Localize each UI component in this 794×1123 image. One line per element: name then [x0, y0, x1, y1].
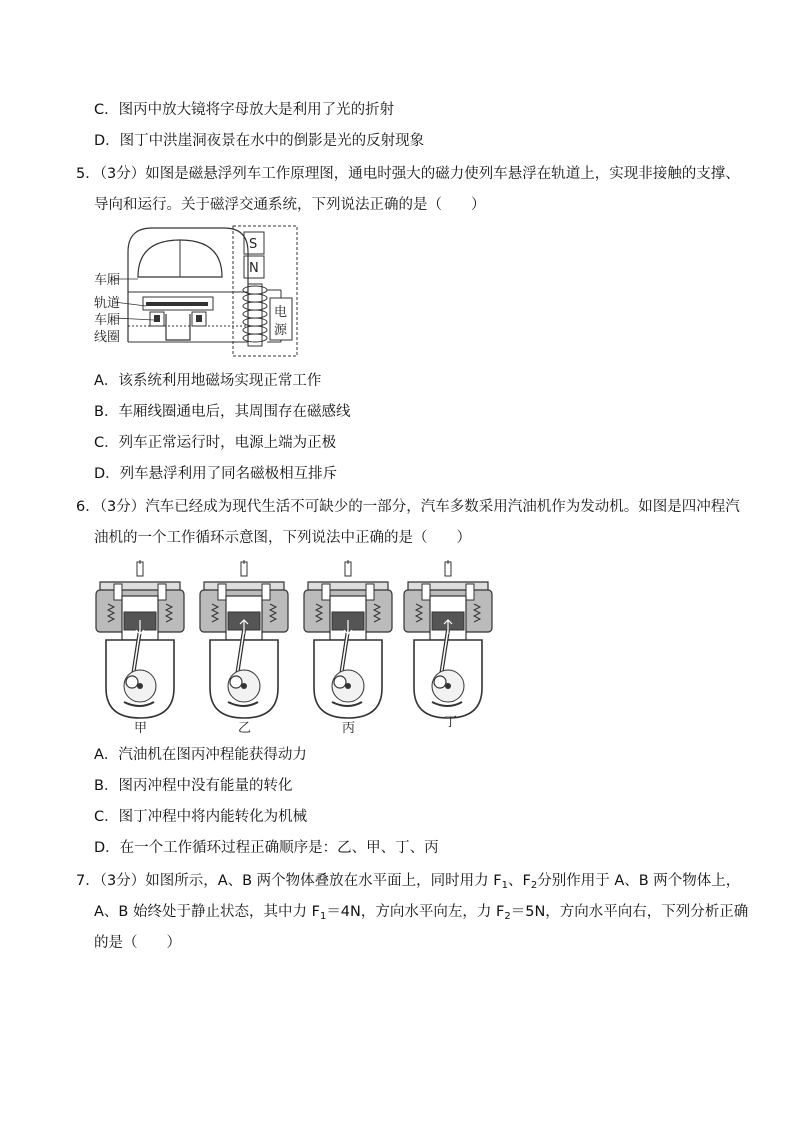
- option-c-prev: C．图丙中放大镜将字母放大是利用了光的折射: [94, 102, 395, 118]
- label-track: 轨道: [94, 296, 121, 311]
- q6-option-b: B．图丙冲程中没有能量的转化: [94, 778, 293, 794]
- q5-option-b: B．车厢线圈通电后，其周围存在磁感线: [94, 404, 351, 420]
- label-coil-2: 线圈: [94, 330, 121, 345]
- q5-stem-line2: 导向和运行。关于磁浮交通系统，下列说法正确的是（ ）: [94, 197, 486, 213]
- q7-stem-line2: A、B 始终处于静止状态，其中力 $F_1=4N$，方向水平向左，力 $F_2=5N$，方向水平向右，下列分析正确: [94, 904, 749, 922]
- q6-stem-line2: 油机的一个工作循环示意图，下列说法中正确的是（ ）: [94, 530, 471, 546]
- engine-strokes-diagram: [88, 560, 508, 735]
- q6-option-a: A．汽油机在图丙冲程能获得动力: [94, 747, 307, 763]
- label-coil-1: 车厢: [94, 313, 121, 328]
- power-label-2: 源: [274, 323, 288, 338]
- option-d-prev: D．图丁中洪崖洞夜景在水中的倒影是光的反射现象: [94, 133, 425, 149]
- pole-s: S: [249, 237, 258, 252]
- q7-stem-line3: 的是（ ）: [94, 935, 181, 951]
- label-car: 车厢: [94, 273, 121, 288]
- q6-stem-line1: 6．（3分）汽车已经成为现代生活不可缺少的一部分，汽车多数采用汽油机作为发动机。如图是四冲程汽: [76, 499, 740, 515]
- engine-label-yi: 乙: [238, 721, 252, 735]
- q6-option-d: D．在一个工作循环过程正确顺序是：乙、甲、丁、丙: [94, 840, 439, 856]
- engine-label-jia: 甲: [134, 721, 148, 735]
- q5-option-c: C．列车正常运行时，电源上端为正极: [94, 435, 337, 451]
- q5-stem-line1: 5．（3分）如图是磁悬浮列车工作原理图，通电时强大的磁力使列车悬浮在轨道上，实现非接触的支撑、: [76, 166, 740, 182]
- q6-option-c: C．图丁冲程中将内能转化为机械: [94, 809, 308, 825]
- pole-n: N: [249, 261, 259, 276]
- q5-option-d: D．列车悬浮利用了同名磁极相互排斥: [94, 466, 338, 482]
- engine-label-bing: 丙: [342, 721, 356, 735]
- q5-option-a: A．该系统利用地磁场实现正常工作: [94, 373, 322, 389]
- power-label-1: 电: [274, 305, 288, 320]
- maglev-diagram: [88, 222, 328, 362]
- engine-label-ding: 丁: [444, 715, 458, 730]
- q7-stem-line1: 7．（3分）如图所示，A、B 两个物体叠放在水平面上，同时用力 $F_1$、$F_2$分别作用于 A、B 两个物体上，: [76, 873, 741, 891]
